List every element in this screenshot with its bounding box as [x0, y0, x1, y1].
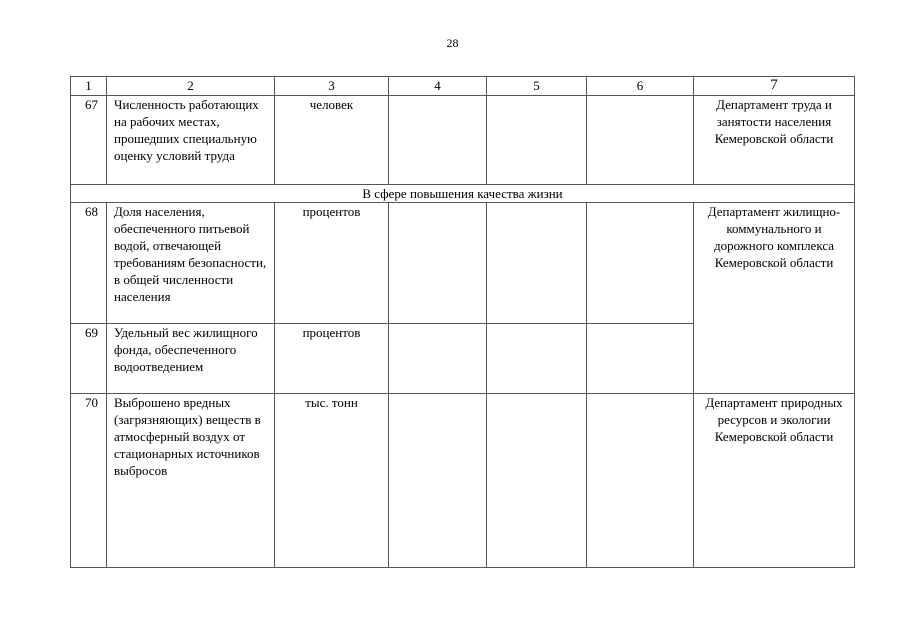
- unit-cell: процентов: [275, 203, 389, 324]
- table-row-70: [71, 394, 855, 568]
- row-number: 68: [71, 203, 107, 324]
- department-cell: Департамент природных ресурсов и экологии Кемеровской области: [694, 394, 855, 568]
- indicator-name: Численность работающих на рабочих местах, прошедших специальную оценку условий труда: [107, 96, 275, 185]
- column-header-7: 7: [694, 77, 855, 96]
- header-row: [71, 77, 855, 96]
- value-cell: [389, 324, 487, 394]
- column-header-6: 6: [587, 77, 694, 96]
- page-number: 28: [446, 36, 459, 50]
- row-number: 69: [71, 324, 107, 394]
- department-cell: Департамент труда и занятости населения Кемеровской области: [694, 96, 855, 185]
- value-cell: [389, 96, 487, 185]
- value-cell: [389, 394, 487, 568]
- row-number: 70: [71, 394, 107, 568]
- indicators-table: [70, 76, 855, 568]
- unit-cell: процентов: [275, 324, 389, 394]
- indicator-name: Доля населения, обеспеченного питьевой водой, отвечающей требованиям безопасности, в общей численности населения: [107, 203, 275, 324]
- column-header-4: 4: [389, 77, 487, 96]
- section-title: В сфере повышения качества жизни: [71, 185, 855, 203]
- unit-cell: человек: [275, 96, 389, 185]
- value-cell: [587, 394, 694, 568]
- section-row: [71, 185, 855, 203]
- column-header-2: 2: [107, 77, 275, 96]
- value-cell: [487, 394, 587, 568]
- column-header-1: 1: [71, 77, 107, 96]
- value-cell: [487, 96, 587, 185]
- indicator-name: Выброшено вредных (загрязняющих) веществ в атмосферный воздух от стационарных источников выбросов: [107, 394, 275, 568]
- unit-cell: тыс. тонн: [275, 394, 389, 568]
- value-cell: [487, 203, 587, 324]
- department-cell: Департамент жилищно-коммунального и дорожного комплекса Кемеровской области: [694, 203, 855, 394]
- value-cell: [487, 324, 587, 394]
- table-row-67: [71, 96, 855, 185]
- value-cell: [587, 203, 694, 324]
- value-cell: [587, 324, 694, 394]
- value-cell: [389, 203, 487, 324]
- column-header-3: 3: [275, 77, 389, 96]
- value-cell: [587, 96, 694, 185]
- column-header-5: 5: [487, 77, 587, 96]
- indicator-name: Удельный вес жилищного фонда, обеспеченного водоотведением: [107, 324, 275, 394]
- row-number: 67: [71, 96, 107, 185]
- table-row-68: [71, 203, 855, 324]
